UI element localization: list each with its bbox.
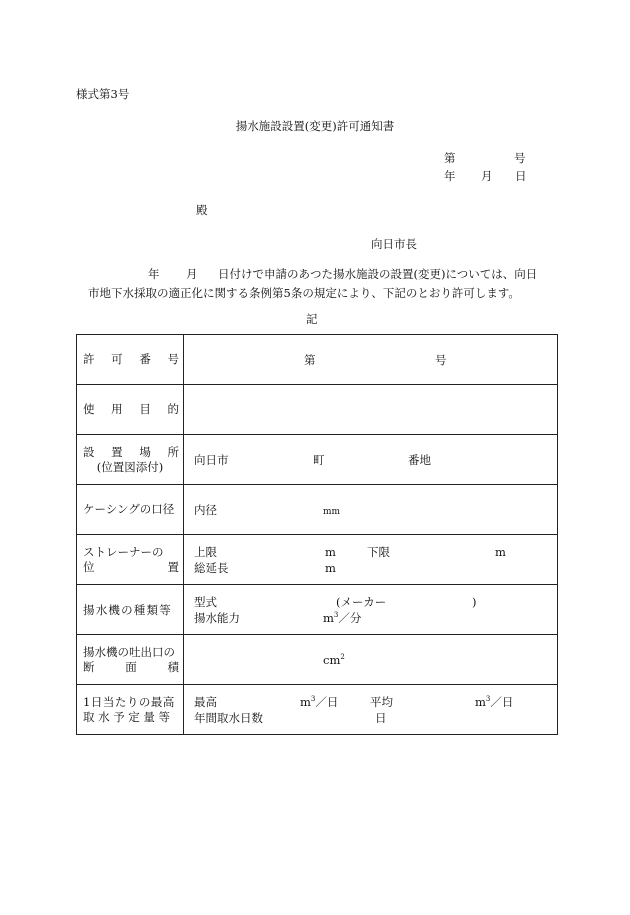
document-title: 揚水施設設置(変更)許可通知書 — [235, 119, 395, 133]
label-permit-number: 許 可 番 号 — [83, 352, 179, 366]
label-location: 設 置 場 所 — [83, 444, 179, 459]
date-month: 月 — [481, 169, 493, 183]
casing-inner: 内径 — [194, 502, 217, 517]
label-location-note: (位置図添付) — [96, 459, 164, 474]
strainer-upper-unit: m — [325, 544, 336, 559]
row-pump — [77, 585, 558, 635]
intake-days: 年間取水日数 — [194, 710, 263, 725]
addressee-suffix: 殿 — [196, 203, 208, 217]
pump-capacity-exp: 3 — [333, 610, 339, 619]
pump-maker-close: ) — [472, 594, 477, 609]
pump-model: 型式 — [194, 594, 217, 609]
body-month: 月 — [186, 267, 198, 281]
strainer-total-unit: m — [325, 560, 336, 575]
row-location — [77, 435, 558, 485]
intake-max: 最高 — [194, 694, 217, 709]
intake-avg: 平均 — [370, 694, 393, 709]
row-intake — [77, 685, 558, 735]
permit-details-table — [76, 334, 558, 735]
pump-capacity: 揚水能力 — [194, 610, 240, 625]
strainer-lower: 下限 — [367, 544, 390, 559]
date-day: 日 — [515, 169, 527, 183]
location-city: 向日市 — [194, 452, 229, 467]
label-strainer-line2a: 位 — [83, 559, 95, 574]
row-casing — [77, 485, 558, 535]
intake-avg-unit: m — [475, 694, 486, 709]
ki-heading: 記 — [306, 312, 318, 326]
intake-max-per: ／日 — [315, 694, 339, 709]
strainer-upper: 上限 — [194, 544, 217, 559]
intake-avg-exp: 3 — [485, 694, 491, 703]
row-strainer — [77, 535, 558, 585]
label-pump: 揚水機の種類等 — [83, 602, 172, 617]
location-town: 町 — [313, 452, 325, 467]
label-outlet-line1: 揚水機の吐出口の — [83, 644, 175, 659]
outlet-unit: cm — [323, 652, 341, 667]
strainer-total: 総延長 — [194, 560, 229, 575]
intake-max-unit: m — [300, 694, 311, 709]
document-number-prefix: 第 — [444, 151, 456, 165]
intake-avg-per: ／日 — [490, 694, 514, 709]
label-purpose: 使 用 目 的 — [83, 402, 179, 416]
label-casing: ケーシングの口径 — [83, 502, 175, 516]
strainer-lower-unit: m — [495, 544, 506, 559]
date-year: 年 — [444, 169, 456, 183]
row-outlet — [77, 635, 558, 685]
row-permit-number — [77, 335, 558, 385]
casing-unit: mm — [323, 506, 341, 517]
pump-capacity-unit: m — [323, 610, 334, 625]
intake-days-unit: 日 — [375, 710, 387, 725]
issuer: 向日市長 — [371, 237, 417, 251]
permit-number-prefix: 第 — [304, 352, 316, 367]
label-intake-line1: 1日当たりの最高 — [83, 694, 175, 709]
pump-capacity-per: ／分 — [338, 610, 362, 625]
label-intake-line2: 取水予定量等 — [83, 709, 174, 724]
document-number-suffix: 号 — [514, 151, 526, 165]
label-outlet-line2: 断 面 積 — [83, 659, 179, 674]
outlet-exp: 2 — [340, 652, 345, 661]
intake-max-exp: 3 — [310, 694, 316, 703]
body-line-2: 市地下水採取の適正化に関する条例第5条の規定により、下記のとおり許可します。 — [88, 286, 520, 300]
pump-maker-open: (メーカー — [336, 594, 387, 609]
label-strainer-line1: ストレーナーの — [83, 544, 164, 559]
body-year: 年 — [148, 267, 160, 281]
form-number: 様式第3号 — [76, 87, 130, 101]
label-strainer-line2b: 置 — [167, 559, 179, 574]
row-purpose — [77, 385, 558, 435]
permit-number-suffix: 号 — [435, 352, 447, 367]
purpose-value — [184, 385, 558, 435]
location-banchi: 番地 — [408, 452, 431, 467]
body-line-1: 日付けで申請のあつた揚水施設の設置(変更)については、向日 — [218, 267, 538, 281]
